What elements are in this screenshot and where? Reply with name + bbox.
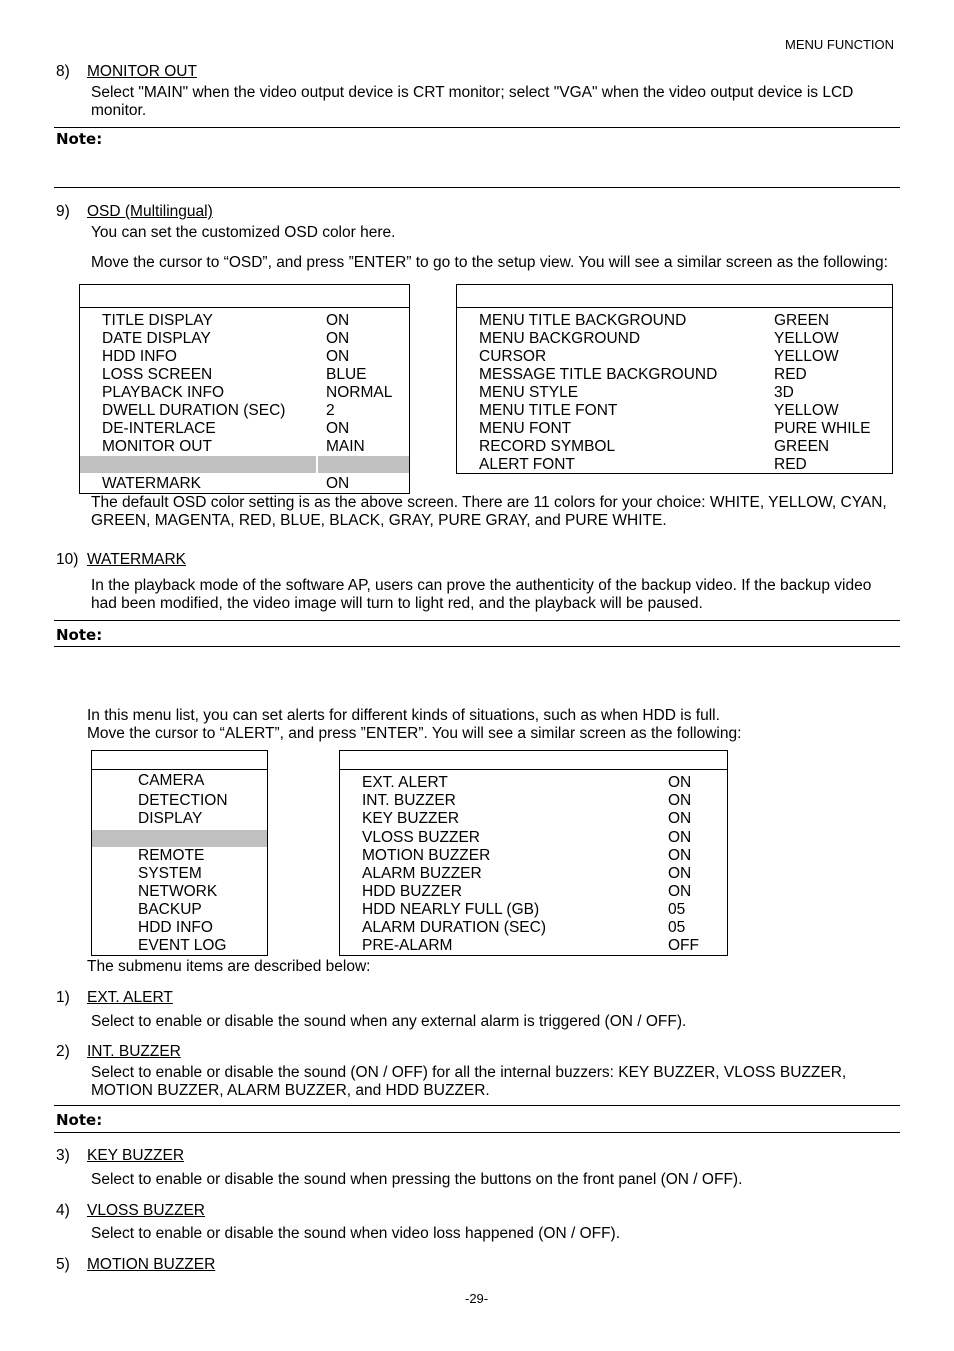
section-title-key-buzzer: KEY BUZZER	[87, 1147, 185, 1164]
table-header-bar	[80, 285, 409, 308]
section-title-motion-buzzer: MOTION BUZZER	[87, 1256, 216, 1273]
row-value: GREEN	[774, 438, 830, 455]
row-value: ON	[668, 810, 692, 827]
row-value: NORMAL	[326, 384, 393, 401]
row-value: YELLOW	[774, 330, 839, 347]
osd-color-table	[456, 284, 893, 474]
table-row[interactable]	[80, 366, 409, 384]
table-row[interactable]	[457, 366, 892, 384]
row-label: HDD BUZZER	[362, 883, 462, 900]
row-value: ON	[668, 865, 692, 882]
paragraph-line: Select to enable or disable the sound (ON / OFF) for all the internal buzzers: KEY BUZZER, VLOSS BUZZER,	[91, 1064, 847, 1081]
menu-item-label: SYSTEM	[138, 865, 202, 882]
row-label: DWELL DURATION (SEC)	[102, 402, 286, 419]
row-label: MENU FONT	[479, 420, 572, 437]
row-value: OFF	[668, 937, 699, 954]
menu-item-label: EVENT LOG	[138, 937, 227, 954]
table-row[interactable]	[340, 919, 727, 937]
row-label: MENU TITLE BACKGROUND	[479, 312, 687, 329]
table-row[interactable]	[80, 438, 409, 456]
column-divider	[316, 456, 318, 473]
menu-item-label: BACKUP	[138, 901, 202, 918]
selected-row-highlight	[80, 456, 409, 473]
note-label: Note:	[56, 626, 103, 644]
row-label: EXT. ALERT	[362, 774, 448, 791]
item-number: 5)	[56, 1256, 70, 1273]
row-value: ON	[668, 829, 692, 846]
table-header-bar	[92, 751, 267, 770]
row-value: MAIN	[326, 438, 365, 455]
table-row[interactable]	[340, 829, 727, 847]
row-label: MENU TITLE FONT	[479, 402, 618, 419]
note-top-rule	[54, 127, 900, 128]
paragraph-line: In the playback mode of the software AP, users can prove the authenticity of the backup video. If the backup video	[91, 577, 872, 594]
table-row[interactable]	[340, 901, 727, 919]
note-bottom-rule	[54, 187, 900, 188]
row-value: ON	[668, 774, 692, 791]
table-row[interactable]	[80, 402, 409, 420]
paragraph-line: The default OSD color setting is as the above screen. There are 11 colors for your choice: WHITE, YELLOW, CYAN,	[91, 494, 887, 511]
table-header-bar	[340, 751, 727, 770]
table-row[interactable]	[457, 456, 892, 474]
selected-menu-highlight	[92, 830, 267, 847]
menu-item-label: REMOTE	[138, 847, 205, 864]
table-header-bar	[457, 285, 892, 308]
paragraph-line: The submenu items are described below:	[87, 958, 371, 975]
row-label: PLAYBACK INFO	[102, 384, 225, 401]
row-label: ALARM BUZZER	[362, 865, 482, 882]
row-value: ON	[326, 312, 350, 329]
row-value: BLUE	[326, 366, 367, 383]
note-top-rule	[54, 1105, 900, 1106]
table-row[interactable]	[80, 348, 409, 366]
row-label: MONITOR OUT	[102, 438, 212, 455]
menu-item[interactable]	[92, 937, 267, 955]
row-label: TITLE DISPLAY	[102, 312, 213, 329]
row-value: ON	[668, 792, 692, 809]
table-row[interactable]	[340, 883, 727, 901]
item-number: 9)	[56, 203, 70, 220]
menu-item[interactable]	[92, 919, 267, 937]
row-value: ON	[326, 420, 350, 437]
note-label: Note:	[56, 130, 103, 148]
page-number: -29-	[465, 1291, 489, 1306]
row-label: VLOSS BUZZER	[362, 829, 480, 846]
table-row[interactable]	[80, 384, 409, 402]
row-value: ON	[668, 847, 692, 864]
table-row[interactable]	[80, 312, 409, 330]
menu-item-label: NETWORK	[138, 883, 218, 900]
menu-item[interactable]	[92, 865, 267, 883]
osd-settings-table	[79, 284, 410, 494]
table-row[interactable]	[80, 475, 409, 493]
paragraph-line: Select to enable or disable the sound when video loss happened (ON / OFF).	[91, 1225, 621, 1242]
running-header: MENU FUNCTION	[785, 37, 895, 52]
row-label: HDD NEARLY FULL (GB)	[362, 901, 540, 918]
row-value: 05	[668, 919, 686, 936]
row-value: PURE WHILE	[774, 420, 871, 437]
row-label: RECORD SYMBOL	[479, 438, 616, 455]
menu-item[interactable]	[92, 847, 267, 865]
table-row[interactable]	[457, 348, 892, 366]
paragraph-line: Select to enable or disable the sound when any external alarm is triggered (ON / OFF).	[91, 1013, 687, 1030]
table-row[interactable]	[340, 810, 727, 828]
note-top-rule	[54, 620, 900, 621]
table-row[interactable]	[457, 438, 892, 456]
table-row[interactable]	[340, 774, 727, 792]
row-label: MENU BACKGROUND	[479, 330, 641, 347]
menu-item[interactable]	[92, 772, 267, 790]
row-value: 2	[326, 402, 335, 419]
menu-item-label: DETECTION	[138, 792, 228, 809]
paragraph-line: GREEN, MAGENTA, RED, BLUE, BLACK, GRAY, PURE GRAY, and PURE WHITE.	[91, 512, 667, 529]
note-label: Note:	[56, 1111, 103, 1129]
table-row[interactable]	[80, 330, 409, 348]
row-value: RED	[774, 456, 807, 473]
paragraph-line: had been modified, the video image will turn to light red, and the playback will be paused.	[91, 595, 703, 612]
row-label: MESSAGE TITLE BACKGROUND	[479, 366, 718, 383]
menu-item[interactable]	[92, 901, 267, 919]
table-row[interactable]	[340, 792, 727, 810]
paragraph-line: Select "MAIN" when the video output device is CRT monitor; select "VGA" when the video output device is LCD	[91, 84, 854, 101]
table-row[interactable]	[457, 402, 892, 420]
table-row[interactable]	[457, 330, 892, 348]
paragraph-line: In this menu list, you can set alerts for different kinds of situations, such as when HDD is full.	[87, 707, 720, 724]
row-label: INT. BUZZER	[362, 792, 456, 809]
row-value: 05	[668, 901, 686, 918]
menu-item[interactable]	[92, 792, 267, 810]
item-number: 3)	[56, 1147, 70, 1164]
item-number: 1)	[56, 989, 70, 1006]
row-label: ALERT FONT	[479, 456, 575, 473]
row-value: YELLOW	[774, 348, 839, 365]
note-bottom-rule	[54, 1132, 900, 1133]
table-row[interactable]	[80, 420, 409, 438]
paragraph-line: Select to enable or disable the sound when pressing the buttons on the front panel (ON / OFF).	[91, 1171, 743, 1188]
row-value: ON	[668, 883, 692, 900]
table-row[interactable]	[457, 384, 892, 402]
menu-item-label: CAMERA	[138, 772, 205, 789]
item-number: 8)	[56, 63, 70, 80]
paragraph-line: MOTION BUZZER, ALARM BUZZER, and HDD BUZZER.	[91, 1082, 490, 1099]
alert-settings-table	[339, 750, 728, 956]
row-label: PRE-ALARM	[362, 937, 453, 954]
row-value: ON	[326, 330, 350, 347]
section-title-watermark: WATERMARK	[87, 551, 187, 568]
section-title-int-buzzer: INT. BUZZER	[87, 1043, 181, 1060]
section-title-monitor-out: MONITOR OUT	[87, 63, 197, 80]
row-label: ALARM DURATION (SEC)	[362, 919, 547, 936]
row-value: ON	[326, 348, 350, 365]
row-value: YELLOW	[774, 402, 839, 419]
table-row[interactable]	[340, 865, 727, 883]
item-number: 2)	[56, 1043, 70, 1060]
row-label: MENU STYLE	[479, 384, 579, 401]
row-label: WATERMARK	[102, 475, 202, 492]
section-title-ext-alert: EXT. ALERT	[87, 989, 173, 1006]
menu-item[interactable]	[92, 883, 267, 901]
paragraph-line: monitor.	[91, 102, 147, 119]
row-value: ON	[326, 475, 350, 492]
paragraph-line: Move the cursor to “ALERT”, and press ”ENTER”. You will see a similar screen as the following:	[87, 725, 742, 742]
row-label: DATE DISPLAY	[102, 330, 211, 347]
row-label: MOTION BUZZER	[362, 847, 491, 864]
paragraph-line: Move the cursor to “OSD”, and press ”ENTER” to go to the setup view. You will see a similar screen as the following:	[91, 254, 888, 271]
note-bottom-rule	[54, 646, 900, 647]
paragraph-line: You can set the customized OSD color here.	[91, 224, 396, 241]
row-label: CURSOR	[479, 348, 547, 365]
row-label: LOSS SCREEN	[102, 366, 213, 383]
main-menu-list	[91, 750, 268, 956]
row-label: DE-INTERLACE	[102, 420, 216, 437]
row-label: HDD INFO	[102, 348, 177, 365]
section-title-osd: OSD (Multilingual)	[87, 203, 213, 220]
row-value: RED	[774, 366, 807, 383]
menu-item-label: DISPLAY	[138, 810, 203, 827]
table-row[interactable]	[340, 847, 727, 865]
row-value: GREEN	[774, 312, 830, 329]
item-number: 4)	[56, 1202, 70, 1219]
item-number: 10)	[56, 551, 79, 568]
row-label: KEY BUZZER	[362, 810, 460, 827]
section-title-vloss-buzzer: VLOSS BUZZER	[87, 1202, 205, 1219]
table-row[interactable]	[457, 420, 892, 438]
row-value: 3D	[774, 384, 794, 401]
menu-item[interactable]	[92, 810, 267, 828]
table-row[interactable]	[340, 937, 727, 955]
table-row[interactable]	[457, 312, 892, 330]
menu-item-label: HDD INFO	[138, 919, 213, 936]
